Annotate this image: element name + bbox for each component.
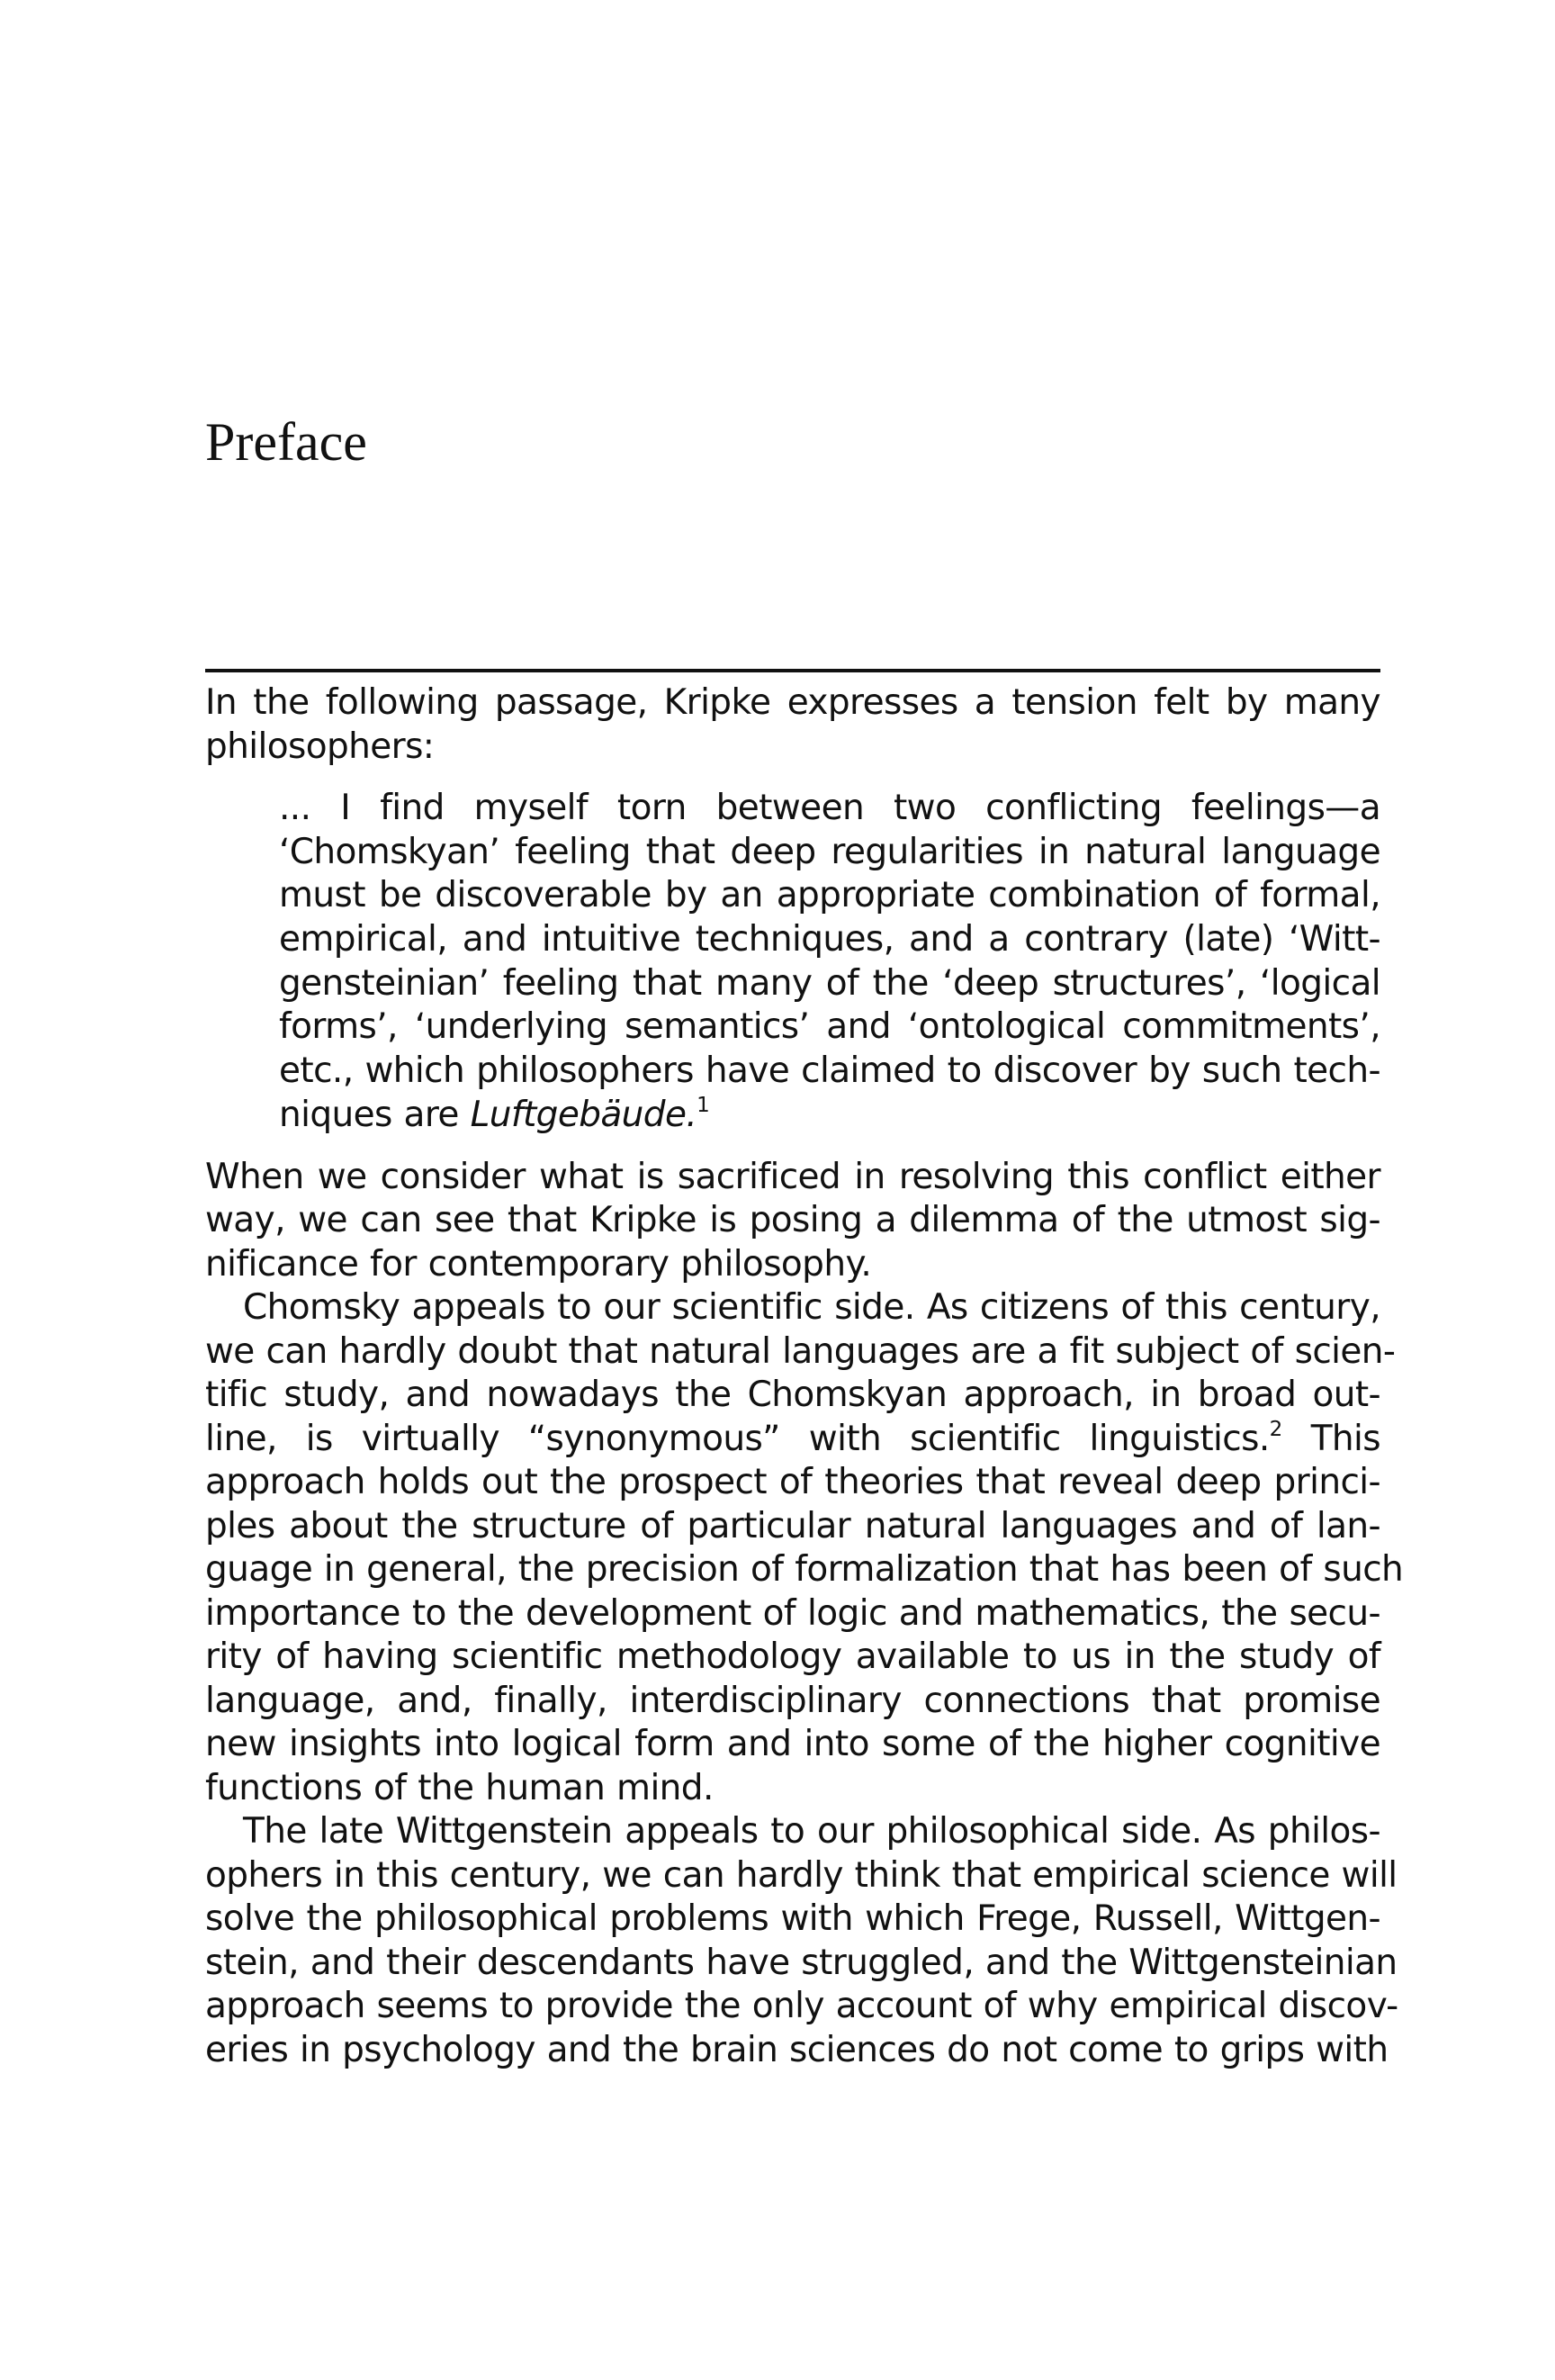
paragraph-line: language, and, finally, interdisciplinary connections that promise	[205, 1680, 1380, 1721]
paragraph-line: Chomsky appeals to our scientific side. As citizens of this century,	[243, 1287, 1380, 1328]
paragraph-line: rity of having scientific methodology available to us in the study of	[205, 1636, 1380, 1677]
paragraph-line: approach seems to provide the only account of why empirical discov-	[205, 1986, 1398, 2026]
paragraph-line: The late Wittgenstein appeals to our philosophical side. As philos-	[243, 1811, 1380, 1852]
quote-italic-word: Luftgebäude.	[470, 1094, 697, 1135]
paragraph-line: ophers in this century, we can hardly think that empirical science will	[205, 1854, 1398, 1896]
quote-line: must be discoverable by an appropriate combination of formal,	[279, 875, 1380, 916]
quote-line: etc., which philosophers have claimed to discover by such tech-	[279, 1050, 1380, 1092]
paragraph-line: we can hardly doubt that natural languages are a fit subject of scien-	[205, 1330, 1396, 1372]
paragraph-line: stein, and their descendants have struggled, and the Wittgensteinian	[205, 1942, 1398, 1983]
paragraph-line: When we consider what is sacrificed in resolving this conflict either	[205, 1156, 1380, 1197]
horizontal-rule	[205, 669, 1380, 672]
paragraph-line: tific study, and nowadays the Chomskyan approach, in broad out-	[205, 1375, 1380, 1415]
intro-line: philosophers:	[205, 726, 435, 767]
quote-line: empirical, and intuitive techniques, and a contrary (late) ‘Witt-	[279, 919, 1380, 960]
quote-line: ‘Chomskyan’ feeling that deep regularities in natural language	[279, 831, 1380, 872]
intro-line: In the following passage, Kripke expresses a tension felt by many	[205, 682, 1380, 723]
page-title: Preface	[205, 412, 367, 472]
paragraph-line-footnote	[205, 1418, 1380, 1462]
quote-line: gensteinian’ feeling that many of the ‘deep structures’, ‘logical	[279, 962, 1380, 1004]
paragraph-line: functions of the human mind.	[205, 1767, 714, 1808]
paragraph-line: way, we can see that Kripke is posing a dilemma of the utmost sig-	[205, 1200, 1380, 1240]
block-quote	[205, 787, 1380, 1138]
quote-last-line	[279, 1094, 1380, 1138]
paragraph-line: solve the philosophical problems with which Frege, Russell, Wittgen-	[205, 1898, 1380, 1939]
quote-last-prefix: niques are	[279, 1094, 471, 1135]
body-text	[205, 681, 1404, 2072]
paragraph-line: guage in general, the precision of formalization that has been of such	[205, 1549, 1404, 1590]
line-text: line, is virtually “synonymous” with scientific linguistics.	[205, 1418, 1270, 1459]
paragraph-line: ples about the structure of particular natural languages and of lan-	[205, 1505, 1380, 1546]
paragraph-line: nificance for contemporary philosophy.	[205, 1243, 872, 1285]
quote-line: forms’, ‘underlying semantics’ and ‘ontological commitments’,	[279, 1006, 1380, 1048]
paragraph-line: eries in psychology and the brain sciences do not come to grips with	[205, 2029, 1389, 2070]
paragraph-line: importance to the development of logic and mathematics, the secu-	[205, 1592, 1380, 1634]
paragraph-line: approach holds out the prospect of theories that reveal deep princi-	[205, 1462, 1380, 1502]
quote-line: ... I find myself torn between two conflicting feelings—a	[279, 788, 1380, 828]
footnote-marker-2: 2	[1269, 1417, 1282, 1441]
footnote-marker-1: 1	[697, 1093, 710, 1117]
paragraph-line: new insights into logical form and into some of the higher cognitive	[205, 1724, 1380, 1764]
line-text: This	[1281, 1418, 1380, 1459]
